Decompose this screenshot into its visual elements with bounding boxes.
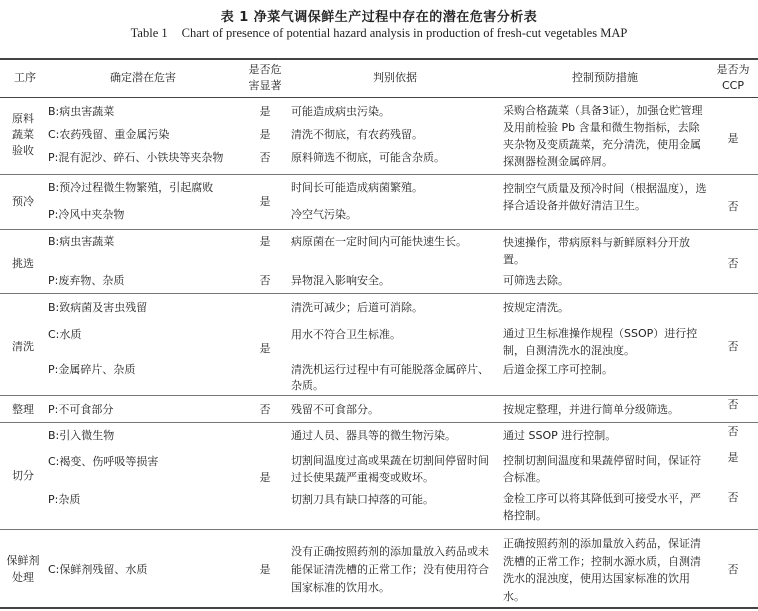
significance-value: 是: [259, 195, 271, 208]
header-significant: [240, 62, 290, 94]
significance-value: 是: [259, 128, 271, 141]
step-cell: 挑选: [12, 257, 34, 270]
header-basis: 判别依据: [373, 71, 417, 84]
basis-item: 清洗可减少；后道可消除。: [291, 301, 423, 314]
control-measure: 可筛选去除。: [503, 274, 569, 287]
row-divider: [0, 293, 758, 294]
header-ccp-line2: CCP: [722, 79, 744, 92]
control-measure: 按规定清洗。: [503, 301, 569, 314]
hazard-item: C:水质: [48, 328, 82, 341]
hazard-item: C:保鲜剂残留、水质: [48, 563, 148, 576]
control-measure: 金检工序可以将其降低到可接受水平，严格控制。: [503, 492, 701, 522]
basis-item: 没有正确按照药剂的添加量放入药品或未能保证清洗槽的正常工作；没有使用符合国家标准的饮用水。: [291, 545, 489, 594]
basis-item: 时间长可能造成病菌繁殖。: [291, 181, 423, 194]
basis-item: 异物混入影响安全。: [291, 274, 390, 287]
hazard-item: P:废弃物、杂质: [48, 274, 125, 287]
hazard-item: B:病虫害蔬菜: [48, 235, 115, 248]
basis-item: 冷空气污染。: [291, 208, 357, 221]
step-line: 处理: [12, 571, 34, 584]
basis-item: 可能造成病虫污染。: [291, 105, 390, 118]
basis-item: 用水不符合卫生标准。: [291, 328, 401, 341]
step-cell: 切分: [12, 469, 34, 482]
header-hazard: 确定潜在危害: [110, 71, 176, 84]
basis-item: 通过人员、器具等的微生物污染。: [291, 429, 456, 442]
step-line: 验收: [12, 144, 34, 157]
ccp-value: 否: [727, 257, 739, 270]
significance-value: 否: [259, 151, 271, 164]
bottom-rule: [0, 607, 758, 609]
step-line: 保鲜剂: [6, 554, 40, 567]
hazard-item: P:混有泥沙、碎石、小铁块等夹杂物: [48, 151, 224, 164]
basis-item: 残留不可食部分。: [291, 403, 379, 416]
top-rule: [0, 58, 758, 60]
row-divider: [0, 529, 758, 530]
basis-item: 清洗不彻底，有农药残留。: [291, 128, 423, 141]
row-divider: [0, 174, 758, 175]
significance-value: 是: [259, 471, 271, 484]
significance-value: 是: [259, 105, 271, 118]
control-measure: 按规定整理，并进行简单分级筛选。: [503, 403, 679, 416]
ccp-value: 否: [727, 425, 739, 438]
basis-item: 清洗机运行过程中有可能脱落金属碎片、杂质。: [291, 363, 489, 392]
hazard-item: B:致病菌及害虫残留: [48, 301, 148, 314]
table-title-en: [0, 26, 758, 41]
row-divider: [0, 395, 758, 396]
significance-value: 否: [259, 403, 271, 416]
hazard-item: P:金属碎片、杂质: [48, 363, 136, 376]
row-divider: [0, 229, 758, 230]
hazard-item: P:冷风中夹杂物: [48, 208, 125, 221]
step-cell: 预冷: [12, 195, 34, 208]
control-measure: 通过卫生标准操作规程（SSOP）进行控制，自测清洗水的混浊度。: [503, 327, 698, 357]
hazard-item: B:预冷过程微生物繁殖，引起腐败: [48, 181, 214, 194]
hazard-item: C:褐变、伤呼吸等损害: [48, 455, 159, 468]
ccp-value: 否: [727, 340, 739, 353]
header-ccp-line1: 是否为: [716, 63, 750, 76]
header-ccp: [708, 62, 758, 94]
basis-item: 切割间温度过高或果蔬在切割间停留时间过长使果蔬严重褐变或败坏。: [291, 454, 489, 484]
control-measure: 采购合格蔬菜（具备3证），加强仓贮管理及用前检验 Pb 含量和微生物指标，去除夹杂物及变质蔬菜，充分清洗，使用金属探测器检测金属碎屑。: [503, 104, 703, 168]
table-number: Table 1: [130, 26, 168, 40]
control-measure: 通过 SSOP 进行控制。: [503, 429, 617, 442]
control-measure: 控制空气质量及预冷时间（根据温度），选择合适设备并做好清洁卫生。: [503, 182, 707, 212]
header-significant-line2: 害显著: [248, 79, 282, 92]
hazard-item: P:不可食部分: [48, 403, 114, 416]
significance-value: 是: [259, 235, 271, 248]
hazard-item: B:引入微生物: [48, 429, 115, 442]
step-line: 原料: [12, 112, 34, 125]
basis-item: 原料筛选不彻底，可能含杂质。: [291, 151, 445, 164]
basis-item: 病原菌在一定时间内可能快速生长。: [291, 235, 467, 248]
ccp-value: 是: [727, 132, 739, 145]
ccp-value: 是: [727, 451, 739, 464]
step-cell: [0, 552, 46, 586]
control-measure: 后道金探工序可控制。: [503, 363, 613, 376]
table-title-en-text: Chart of presence of potential hazard analysis in production of fresh-cut vegetables MAP: [181, 26, 628, 40]
control-measure: 正确按照药剂的添加量放入药品，保证清洗槽的正常工作；控制水源水质，自测清洗水的混浊度，使用达国家标准的饮用水。: [503, 537, 701, 603]
step-line: 蔬菜: [12, 128, 34, 141]
significance-value: 是: [259, 342, 271, 355]
control-measure: 控制切割间温度和果蔬停留时间，保证符合标准。: [503, 454, 701, 484]
significance-value: 是: [259, 563, 271, 576]
basis-item: 切割刀具有缺口掉落的可能。: [291, 493, 434, 506]
step-cell: [0, 111, 46, 159]
step-cell: 整理: [12, 403, 34, 416]
control-measure: 快速操作，带病原料与新鲜原料分开放置。: [503, 236, 690, 266]
ccp-value: 否: [727, 200, 739, 213]
step-cell: 清洗: [12, 340, 34, 353]
ccp-value: 否: [727, 398, 739, 411]
ccp-value: 否: [727, 563, 739, 576]
row-divider: [0, 422, 758, 423]
header-step: 工序: [14, 71, 36, 84]
hazard-item: C:农药残留、重金属污染: [48, 128, 170, 141]
hazard-item: B:病虫害蔬菜: [48, 105, 115, 118]
table-title-cn: 表 1 净菜气调保鲜生产过程中存在的潜在危害分析表: [220, 10, 538, 25]
header-control: 控制预防措施: [572, 71, 638, 84]
significance-value: 否: [259, 274, 271, 287]
ccp-value: 否: [727, 491, 739, 504]
header-significant-line1: 是否危: [248, 63, 282, 76]
hazard-item: P:杂质: [48, 493, 81, 506]
header-rule: [0, 97, 758, 98]
